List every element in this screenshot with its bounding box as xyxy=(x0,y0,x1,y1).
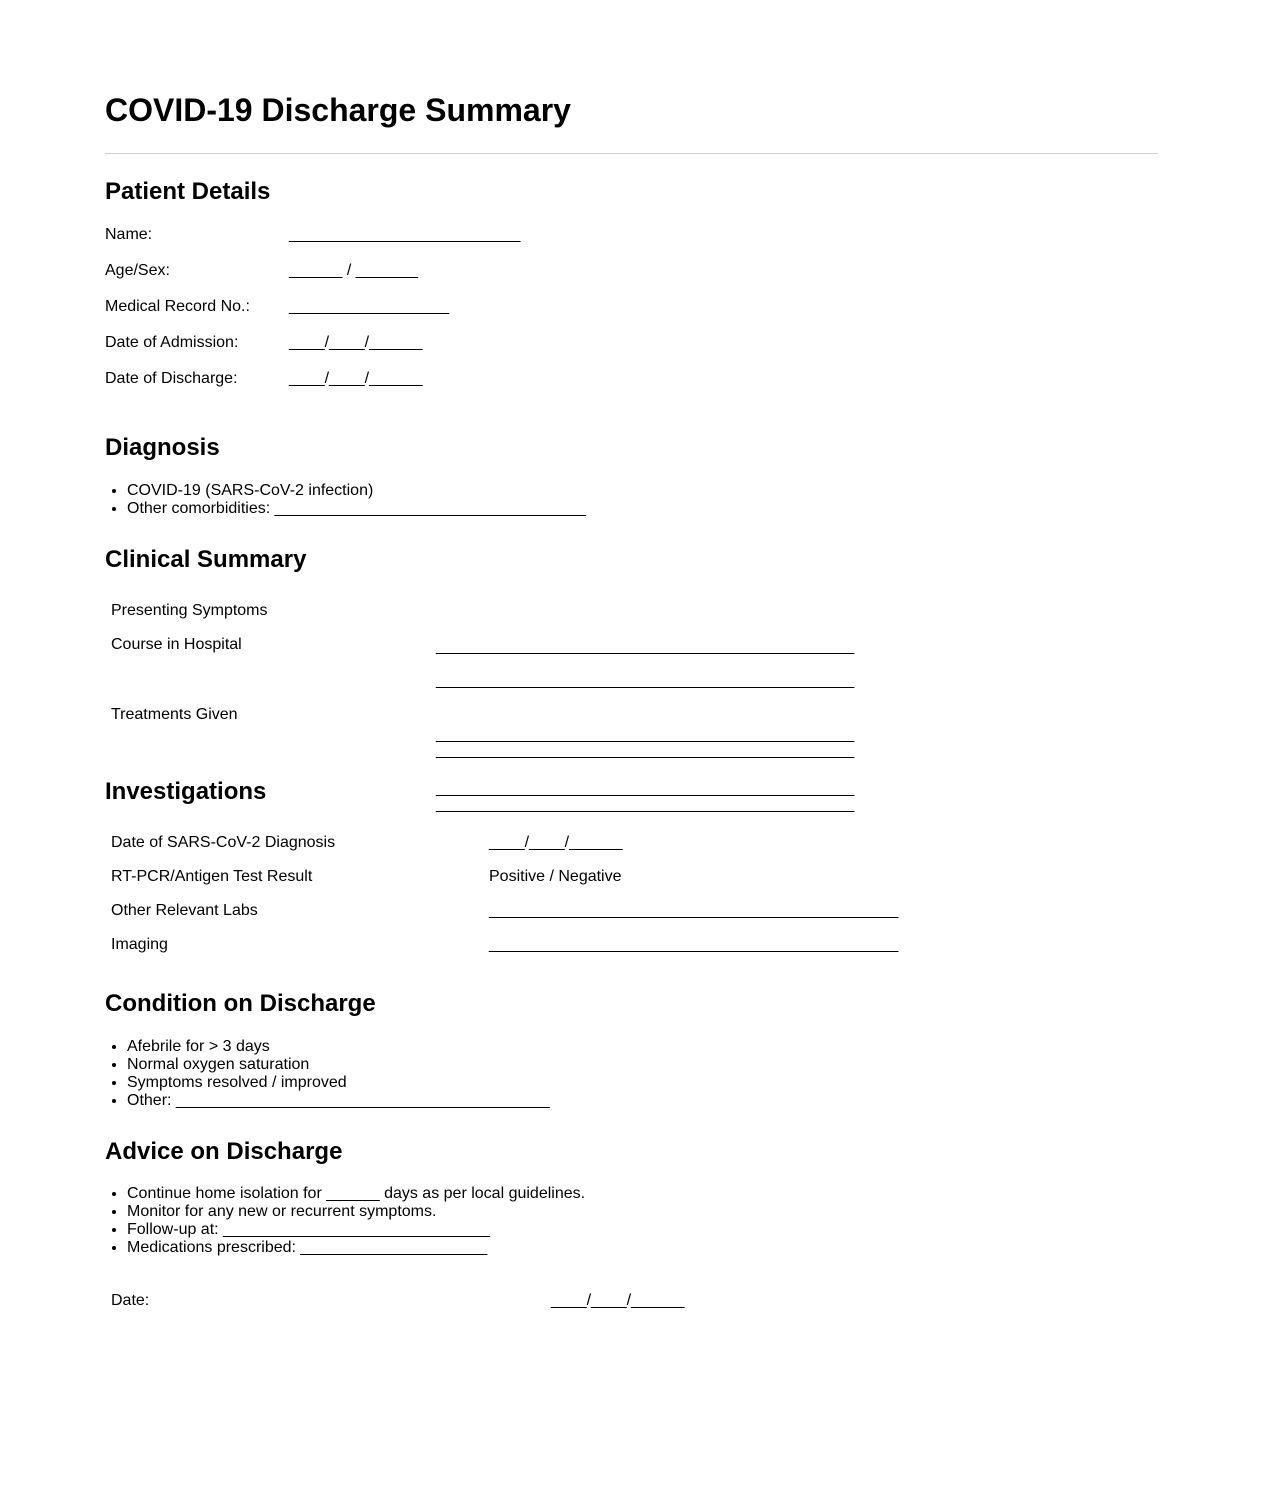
blank-line[interactable]: _______________________________________________ xyxy=(436,742,855,759)
field-label: Date of Discharge: xyxy=(105,370,238,387)
medical-record-blank[interactable]: __________________ xyxy=(289,298,450,315)
field-label: Medical Record No.: xyxy=(105,298,250,315)
row-label: Course in Hospital xyxy=(111,636,242,653)
other-labs-blank[interactable]: ______________________________________________ xyxy=(489,902,899,919)
blank-line[interactable]: _______________________________________________ xyxy=(436,780,855,797)
name-blank[interactable]: __________________________ xyxy=(289,226,521,243)
list-item: • Normal oxygen saturation xyxy=(127,1056,550,1074)
row-label: Date: xyxy=(111,1292,150,1309)
row-label: RT-PCR/Antigen Test Result xyxy=(111,868,313,885)
section-heading-patient-details: Patient Details xyxy=(105,178,271,205)
blank-line[interactable]: _______________________________________________ xyxy=(436,796,855,813)
field-date-of-discharge xyxy=(105,370,423,442)
condition-list xyxy=(105,1038,550,1110)
list-item: • Monitor for any new or recurrent symptoms. xyxy=(127,1203,585,1221)
section-heading-investigations: Investigations xyxy=(105,778,267,805)
section-heading-condition-on-discharge: Condition on Discharge xyxy=(105,990,376,1017)
section-heading-diagnosis: Diagnosis xyxy=(105,434,220,461)
section-heading-advice-on-discharge: Advice on Discharge xyxy=(105,1138,343,1165)
diagnosis-list xyxy=(105,482,586,518)
list-item: • COVID-19 (SARS-CoV-2 infection) xyxy=(127,482,586,500)
admission-date-blank[interactable]: ____/____/______ xyxy=(289,334,423,351)
row-label: Date of SARS-CoV-2 Diagnosis xyxy=(111,834,336,851)
blank-line[interactable]: _______________________________________________ xyxy=(436,638,855,655)
field-label: Date of Admission: xyxy=(105,334,239,351)
list-item: • Afebrile for > 3 days xyxy=(127,1038,550,1056)
title-divider xyxy=(105,153,1158,154)
row-label: Treatments Given xyxy=(111,706,238,723)
list-item[interactable]: • Other: __________________________________________ xyxy=(127,1092,550,1110)
signature-date-blank[interactable]: ____/____/______ xyxy=(551,1292,685,1309)
field-label: Age/Sex: xyxy=(105,262,170,279)
discharge-summary-page xyxy=(105,0,1158,1309)
blank-line[interactable]: _______________________________________________ xyxy=(436,726,855,743)
section-heading-clinical-summary: Clinical Summary xyxy=(105,546,307,573)
list-item[interactable]: • Continue home isolation for ______ days as per local guidelines. xyxy=(127,1185,585,1203)
list-item: • Symptoms resolved / improved xyxy=(127,1074,550,1092)
row-label: Imaging xyxy=(111,936,168,953)
diagnosis-date-blank[interactable]: ____/____/______ xyxy=(489,834,623,851)
age-sex-blank[interactable]: ______ / _______ xyxy=(289,262,419,279)
treatments-given-blank[interactable] xyxy=(436,706,854,850)
discharge-date-blank[interactable]: ____/____/______ xyxy=(289,370,423,387)
row-label: Presenting Symptoms xyxy=(111,602,268,619)
blank-line[interactable]: _______________________________________________ xyxy=(436,672,855,689)
row-label: Other Relevant Labs xyxy=(111,902,258,919)
test-result-options[interactable]: Positive / Negative xyxy=(489,868,622,885)
list-item[interactable]: • Follow-up at: ______________________________ xyxy=(127,1221,585,1239)
list-item[interactable]: • Medications prescribed: _____________________ xyxy=(127,1239,585,1257)
list-item[interactable]: • Other comorbidities: ___________________________________ xyxy=(127,500,586,518)
advice-list xyxy=(105,1185,585,1257)
imaging-blank[interactable]: ______________________________________________ xyxy=(489,936,899,953)
page-title: COVID-19 Discharge Summary xyxy=(105,92,571,128)
field-label: Name: xyxy=(105,226,153,243)
